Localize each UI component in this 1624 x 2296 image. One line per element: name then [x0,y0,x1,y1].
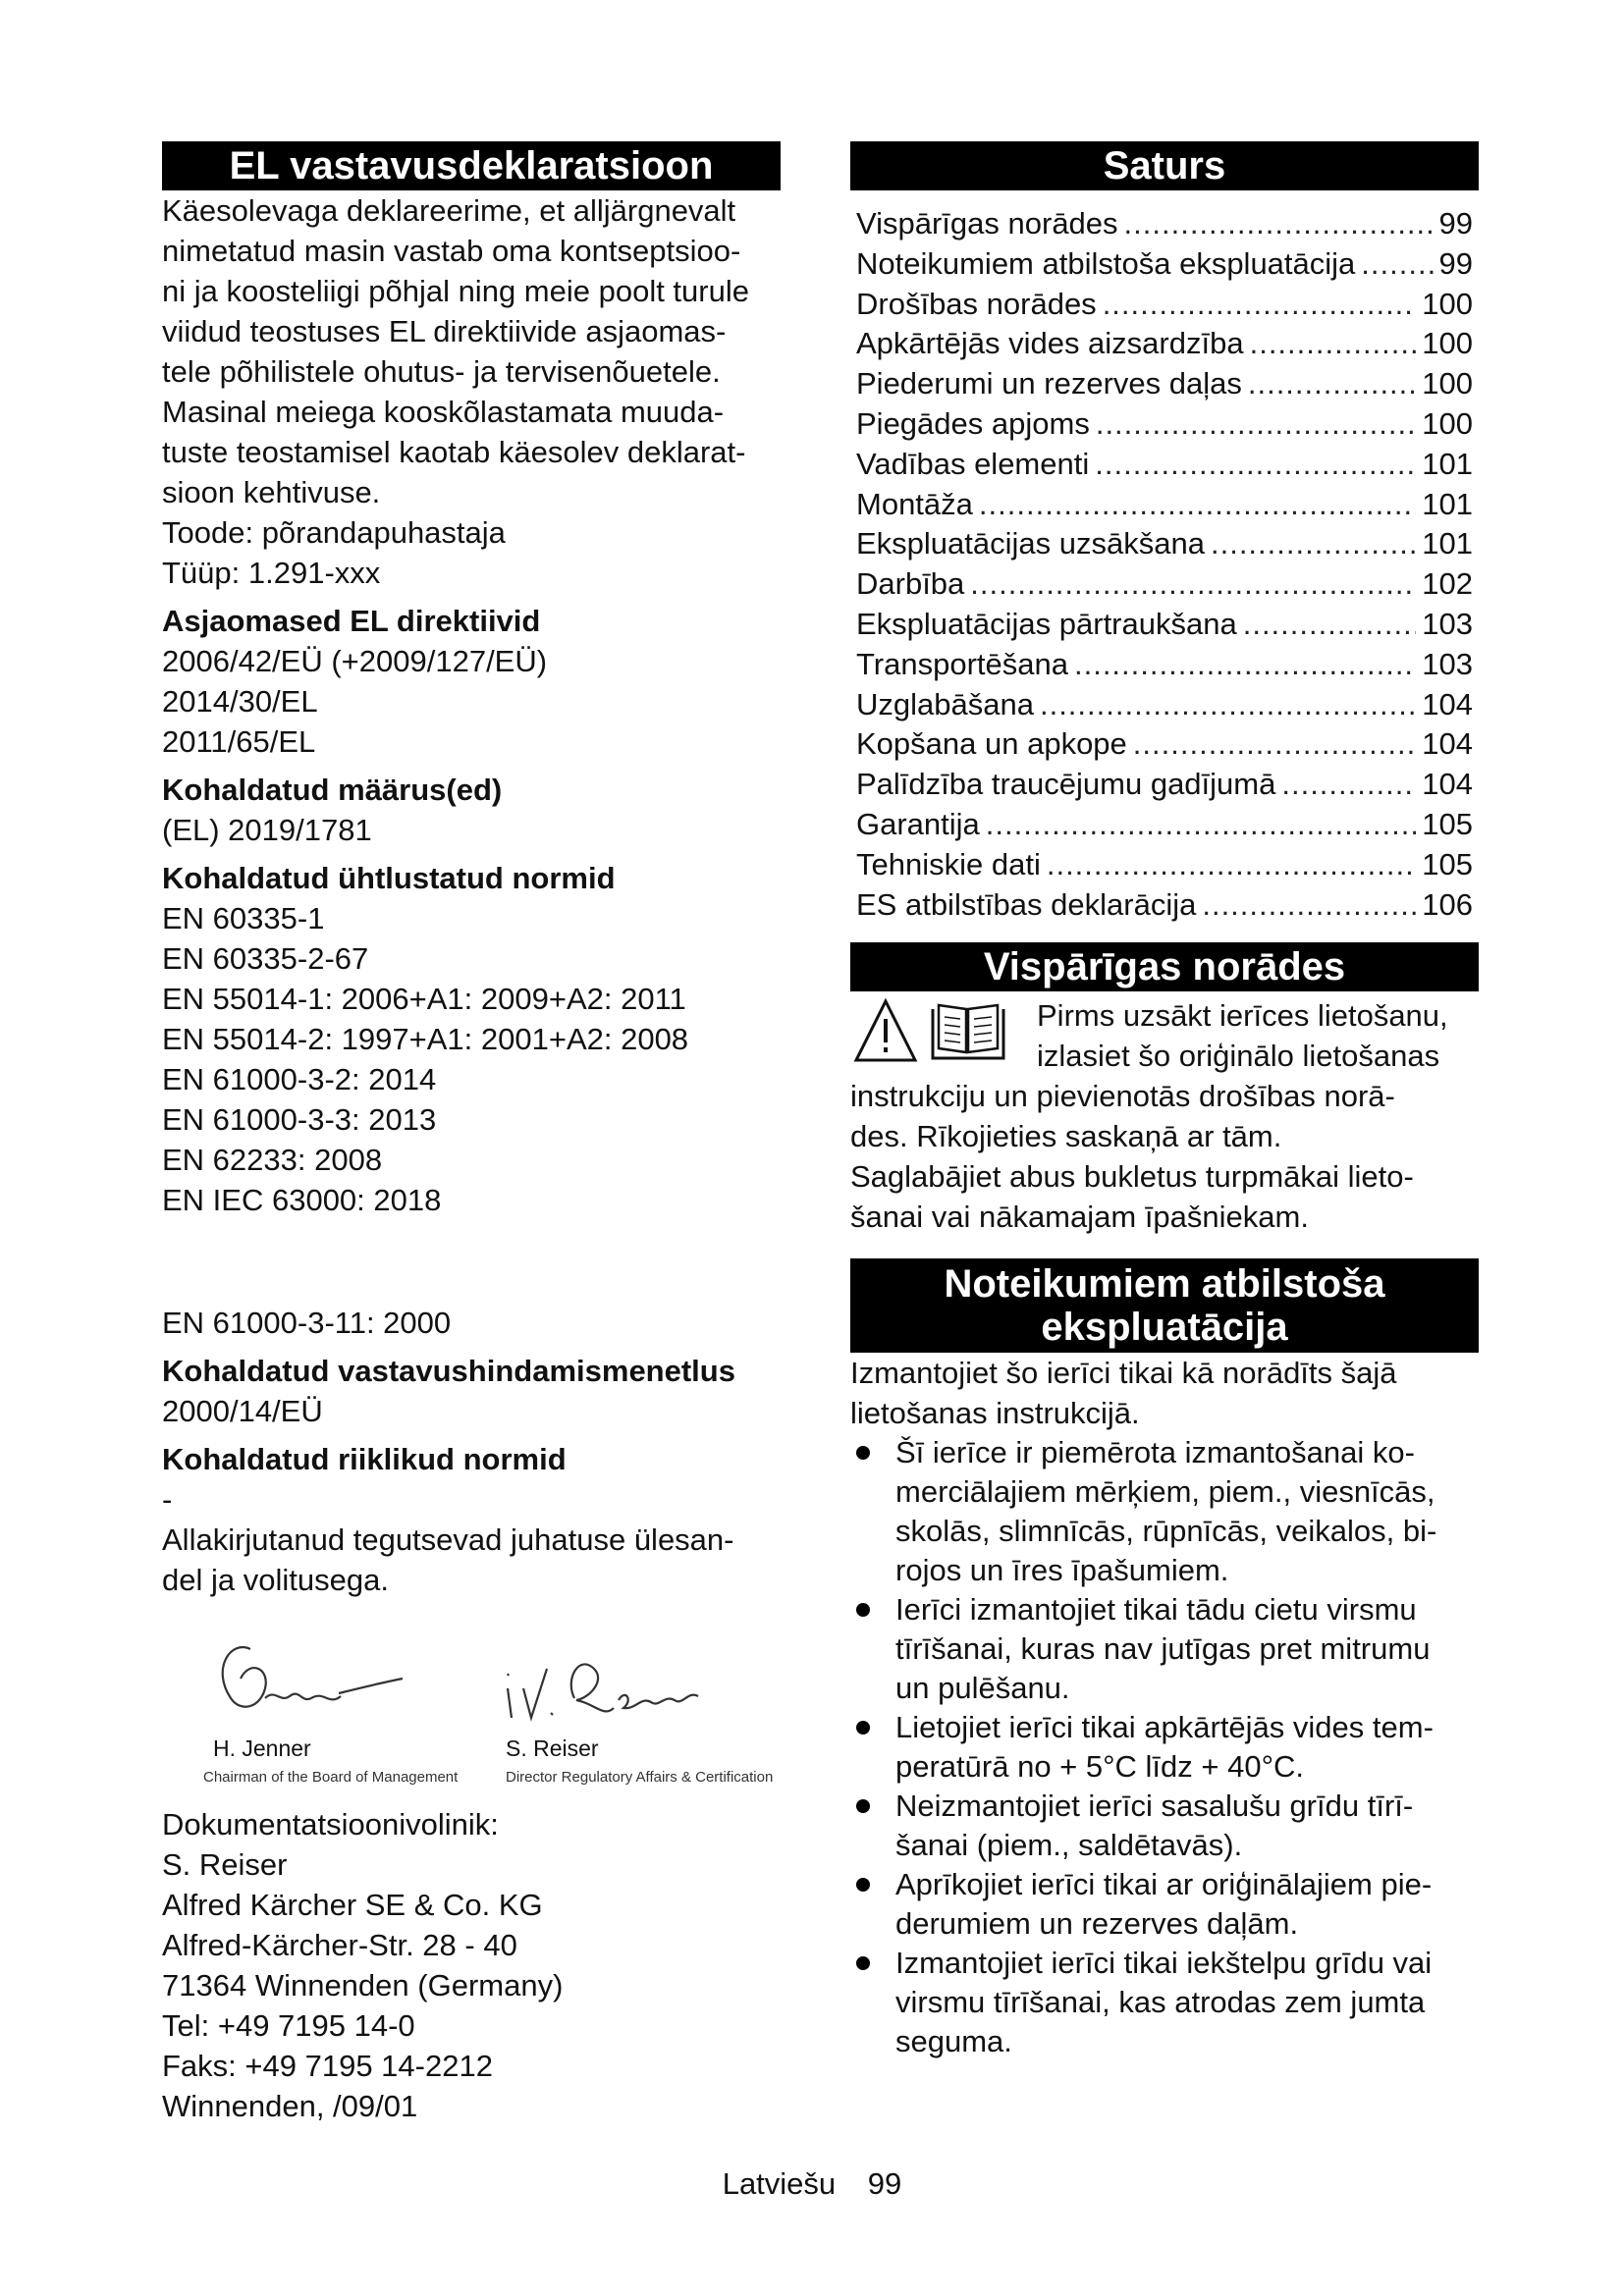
general-line: Saglabājiet abus bukletus turpmākai lieto- [850,1159,1414,1195]
address-line: Faks: +49 7195 14-2212 [162,2049,493,2083]
toc-page-number: 104 [1422,726,1473,762]
toc-page-number: 100 [1422,366,1473,401]
toc-page-number: 105 [1422,846,1473,881]
toc-page-number: 106 [1422,886,1473,922]
product-line: Toode: põrandapuhastaja [162,515,506,550]
toc-title: Drošības norādes [856,286,1097,321]
intended-use-heading [850,1258,1479,1353]
standards-title: Kohaldatud ühtlustatud normid [162,861,616,895]
list-item-line: tīrīšanai, kuras nav jutīgas pret mitrumu [895,1631,1431,1667]
list-item-line: merciālajiem mērķiem, piem., viesnīcās, [895,1474,1435,1510]
national-item: - [162,1482,173,1517]
toc-leader-dots [1103,285,1417,325]
toc-page-number: 104 [1422,767,1473,802]
toc-page-number: 103 [1422,646,1473,681]
toc-page-number: 100 [1422,405,1473,441]
declaration-intro [162,190,781,512]
address-line: 71364 Winnenden (Germany) [162,1968,564,2002]
toc-title: Montāža [856,486,973,521]
list-item-line: virsmu tīrīšanai, kas atrodas zem jumta [895,1985,1426,2020]
toc-leader-dots [1096,404,1416,445]
toc-leader-dots [1250,324,1417,364]
toc-title: Vadības elementi [856,446,1090,481]
standard-item-extra: EN 61000-3-11: 2000 [162,1306,452,1340]
toc-row [850,845,1479,885]
general-heading: Vispārīgas norādes [850,942,1479,991]
list-item [850,1944,1479,2061]
standard-item: EN IEC 63000: 2018 [162,1183,442,1217]
general-line: Pirms uzsākt ierīces lietošanu, [1037,998,1448,1034]
signatures [162,1629,781,1796]
toc-row [850,645,1479,685]
toc-leader-dots [1040,685,1416,725]
toc-page-number: 100 [1422,326,1473,361]
toc-leader-dots [970,564,1416,605]
address-line: Winnenden, /09/01 [162,2089,418,2123]
list-item-line: seguma. [895,2024,1012,2059]
toc-leader-dots [1124,204,1434,244]
toc-heading: Saturs [850,141,1479,190]
toc-page-number: 101 [1422,526,1473,561]
left-column [162,141,781,2126]
toc-title: Garantija [856,806,980,841]
toc-row [850,805,1479,845]
intro-line: Käesolevaga deklareerime, et alljärgnevalt [162,193,736,228]
intended-intro-line: Izmantojiet šo ierīci tikai kā norādīts šajā [850,1356,1397,1391]
directive-item: 2011/65/EL [162,724,316,759]
toc-leader-dots [1248,364,1416,404]
list-item-line: Izmantojiet ierīci tikai iekštelpu grīdu vai [895,1946,1433,1981]
toc-title: Vispārīgas norādes [856,206,1118,240]
list-item-line: Šī ierīce ir piemērota izmantošanai ko- [895,1435,1415,1470]
toc-leader-dots [1243,605,1417,645]
list-item [850,1787,1479,1865]
toc-row [850,685,1479,725]
standard-item: EN 61000-3-2: 2014 [162,1062,437,1096]
procedure-title: Kohaldatud vastavushindamismenetlus [162,1354,735,1388]
type-line: Tüüp: 1.291-xxx [162,556,381,590]
toc-row [850,364,1479,404]
warning-triangle-icon [850,995,1015,1068]
standard-item: EN 60335-1 [162,901,325,935]
standard-item: EN 61000-3-3: 2013 [162,1102,437,1137]
toc-leader-dots [1133,724,1416,765]
toc-row [850,524,1479,564]
signature-jenner-scribble [191,1629,427,1737]
procedure-item: 2000/14/EÜ [162,1394,323,1428]
standard-item: EN 55014-2: 1997+A1: 2001+A2: 2008 [162,1022,689,1056]
toc-title: Kopšana un apkope [856,726,1127,762]
toc-row [850,885,1479,926]
directive-item: 2006/42/EÜ (+2009/127/EÜ) [162,644,548,678]
general-line: izlasiet šo oriģinālo lietošanas [1037,1039,1440,1074]
toc-leader-dots [1202,885,1416,926]
toc-page-number: 99 [1438,206,1473,240]
list-item-line: peratūrā no + 5°C līdz + 40°C. [895,1749,1304,1785]
address-line: Dokumentatsioonivolinik: [162,1807,499,1842]
toc-title: Transportēšana [856,646,1068,681]
standard-item: EN 62233: 2008 [162,1143,383,1177]
warning-book-icons [850,995,1015,1068]
list-item [850,1865,1479,1944]
intended-intro-line: lietošanas instrukcijā. [850,1396,1140,1431]
intro-line: tuste teostamisel kaotab käesolev deklarat- [162,435,746,469]
standard-item: EN 55014-1: 2006+A1: 2009+A2: 2011 [162,982,686,1016]
toc-leader-dots [1361,244,1433,285]
signature-jenner [162,1629,476,1796]
toc-row [850,765,1479,805]
signature-reiser-scribble [496,1629,722,1737]
signatory-name: S. Reiser [506,1735,599,1761]
toc-leader-dots [1281,765,1416,805]
toc-page-number: 100 [1422,286,1473,321]
toc-row [850,485,1479,525]
list-item-line: Ierīci izmantojiet tikai tādu cietu virsmu [895,1592,1417,1628]
page-footer [0,2166,1624,2202]
toc-page-number: 103 [1422,606,1473,641]
address-line: Alfred-Kärcher-Str. 28 - 40 [162,1928,517,1962]
toc-title: Noteikumiem atbilstoša ekspluatācija [856,245,1356,281]
toc-title: Darbība [856,566,965,602]
signature-reiser [496,1629,790,1796]
toc-leader-dots [979,485,1416,525]
list-item [850,1708,1479,1787]
list-item-line: šanai (piem., saldētavās). [895,1828,1243,1863]
list-item-line: skolās, slimnīcās, rūpnīcās, veikalos, bi- [895,1514,1437,1549]
toc-title: Piegādes apjoms [856,405,1090,441]
list-item-line: Lietojiet ierīci tikai apkārtējās vides tem- [895,1710,1434,1745]
toc-title: Ekspluatācijas pārtraukšana [856,606,1237,641]
toc-page-number: 105 [1422,806,1473,841]
toc-title: Palīdzība traucējumu gadījumā [856,767,1276,802]
directives-title: Asjaomased EL direktiivid [162,604,541,638]
list-item-line: rojos un īres īpašumiem. [895,1553,1229,1588]
table-of-contents [850,204,1479,925]
general-section [850,995,1479,1237]
toc-page-number: 101 [1422,486,1473,521]
address-block [162,1804,781,2126]
address-line: Alfred Kärcher SE & Co. KG [162,1888,543,1922]
intro-line: viidud teostuses EL direktiivide asjaomas- [162,314,727,348]
intended-use-heading-line: Noteikumiem atbilstoša [944,1262,1385,1307]
signed-line: del ja volitusega. [162,1563,389,1597]
manual-book-icon [933,1005,1003,1058]
intro-line: nimetatud masin vastab oma kontseptsioo- [162,234,741,268]
toc-page-number: 104 [1422,686,1473,721]
list-item-line: derumiem un rezerves daļām. [895,1906,1299,1942]
toc-row [850,204,1479,244]
signatory-role: Chairman of the Board of Management [203,1769,459,1786]
intended-use-list [850,1433,1479,2061]
toc-row [850,285,1479,325]
list-item-line: Aprīkojiet ierīci tikai ar oriģinālajiem pie- [895,1867,1433,1902]
standard-item: EN 60335-2-67 [162,941,369,976]
toc-page-number: 102 [1422,566,1473,602]
toc-row [850,724,1479,765]
list-item [850,1433,1479,1590]
toc-title: Tehniskie dati [856,846,1041,881]
signed-line: Allakirjutanud tegutsevad juhatuse ülesan- [162,1522,734,1557]
toc-title: ES atbilstības deklarācija [856,886,1197,922]
general-line: instrukciju un pievienotās drošības norā- [850,1079,1395,1114]
right-column [850,141,1479,2061]
toc-title: Ekspluatācijas uzsākšana [856,526,1205,561]
toc-title: Piederumi un rezerves daļas [856,366,1242,401]
toc-row [850,605,1479,645]
footer-language: Latviešu [722,2166,837,2201]
toc-row [850,404,1479,445]
toc-title: Apkārtējās vides aizsardzība [856,326,1244,361]
list-item-line: un pulēšanu. [895,1671,1070,1706]
declaration-heading: EL vastavusdeklaratsioon [162,141,781,190]
toc-title: Uzglabāšana [856,686,1034,721]
list-item-line: Neizmantojiet ierīci sasalušu grīdu tīrī- [895,1789,1414,1824]
toc-row [850,564,1479,605]
toc-row [850,324,1479,364]
toc-leader-dots [1047,845,1416,885]
signatory-role: Director Regulatory Affairs & Certification [506,1769,774,1786]
intro-line: tele põhilistele ohutus- ja tervisenõuetele. [162,354,721,389]
directive-item: 2014/30/EL [162,684,318,719]
regulations-title: Kohaldatud määrus(ed) [162,773,503,807]
general-line: des. Rīkojieties saskaņā ar tām. [850,1119,1282,1154]
general-line: šanai vai nākamajam īpašniekam. [850,1200,1309,1235]
intro-line: sioon kehtivuse. [162,475,381,509]
intro-line: Masinal meiega kooskõlastamata muuda- [162,395,725,429]
footer-page-number: 99 [867,2166,902,2201]
toc-row [850,445,1479,485]
intro-line: ni ja koosteliigi põhjal ning meie poolt turule [162,274,749,308]
signatory-name: H. Jenner [213,1735,311,1761]
toc-leader-dots [1074,645,1416,685]
list-item [850,1590,1479,1708]
intended-use-heading-line: ekspluatācija [1041,1306,1288,1350]
toc-page-number: 101 [1422,446,1473,481]
toc-row [850,244,1479,285]
address-line: S. Reiser [162,1847,288,1882]
toc-page-number: 99 [1438,245,1473,281]
toc-leader-dots [1095,445,1416,485]
regulation-item: (EL) 2019/1781 [162,813,372,847]
address-line: Tel: +49 7195 14-0 [162,2008,415,2043]
toc-leader-dots [1211,524,1416,564]
national-title: Kohaldatud riiklikud normid [162,1442,567,1476]
toc-leader-dots [986,805,1416,845]
